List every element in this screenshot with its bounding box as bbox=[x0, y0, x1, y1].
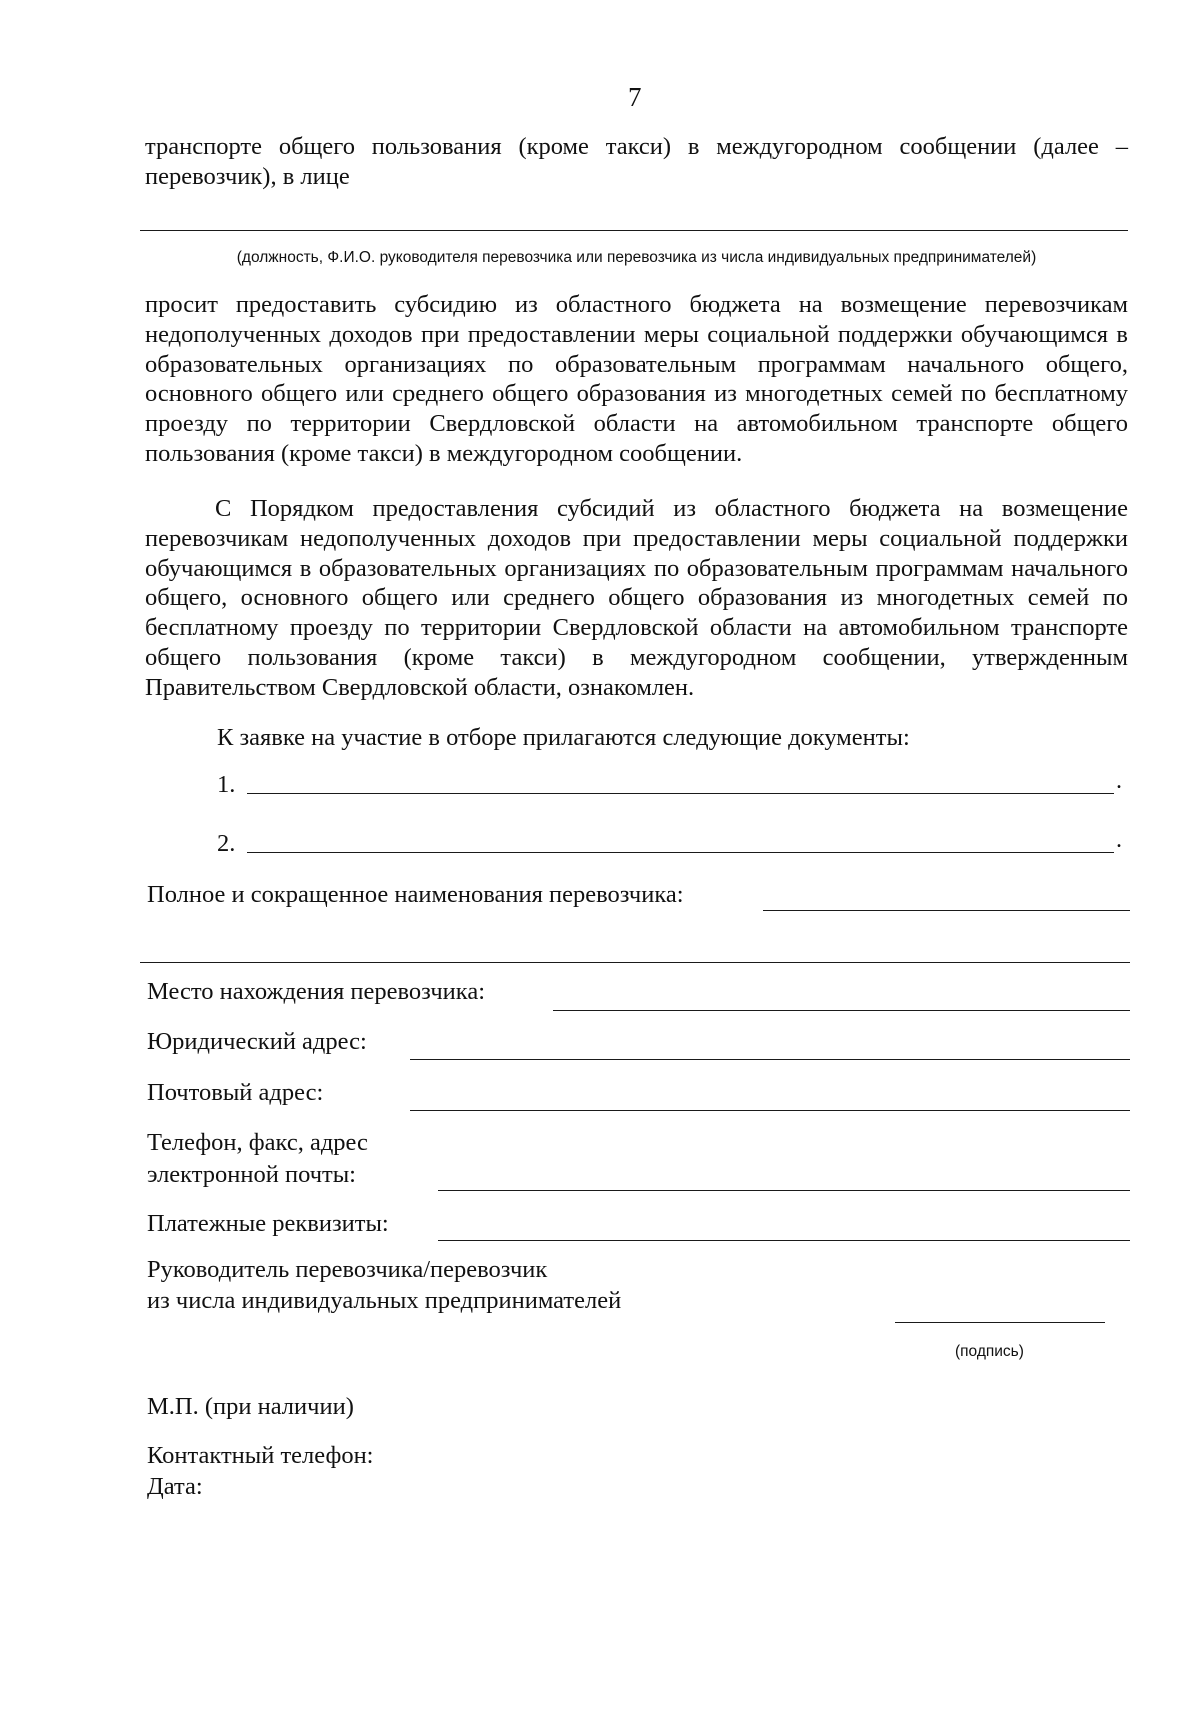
full-name-label: Полное и сокращенное наименования перевозчика: bbox=[147, 881, 684, 908]
attachment-number-2: 2. bbox=[217, 830, 236, 857]
contacts-label-line1: Телефон, факс, адрес bbox=[147, 1129, 368, 1156]
attachment-number-1: 1. bbox=[217, 771, 236, 798]
attachments-intro: К заявке на участие в отборе прилагаются следующие документы: bbox=[217, 724, 910, 751]
representative-caption: (должность, Ф.И.О. руководителя перевозчика или перевозчика из числа индивидуальных предпринимателей) bbox=[236, 249, 1037, 266]
seal-label: М.П. (при наличии) bbox=[147, 1393, 354, 1420]
representative-line bbox=[140, 230, 1128, 231]
location-line[interactable] bbox=[553, 1010, 1130, 1011]
full-name-line-2[interactable] bbox=[140, 962, 1130, 963]
head-label-line1: Руководитель перевозчика/перевозчик bbox=[147, 1256, 548, 1283]
attachment-dot-2: . bbox=[1116, 827, 1122, 853]
contacts-line[interactable] bbox=[438, 1190, 1130, 1191]
postal-address-line[interactable] bbox=[410, 1110, 1130, 1111]
date-label: Дата: bbox=[147, 1473, 203, 1500]
signature-line[interactable] bbox=[895, 1322, 1105, 1323]
signature-caption: (подпись) bbox=[955, 1343, 1024, 1360]
full-name-line[interactable] bbox=[763, 910, 1130, 911]
postal-address-label: Почтовый адрес: bbox=[147, 1079, 324, 1106]
attachment-line-2[interactable] bbox=[247, 852, 1114, 853]
head-label-line2: из числа индивидуальных предпринимателей bbox=[147, 1287, 622, 1314]
location-label: Место нахождения перевозчика: bbox=[147, 978, 485, 1005]
legal-address-label: Юридический адрес: bbox=[147, 1028, 367, 1055]
page-number: 7 bbox=[628, 82, 642, 112]
request-paragraph: просит предоставить субсидию из областного бюджета на возмещение перевозчикам недополученных доходов при предоставлении меры социальной поддержки обучающимся в образовательных организациях по образовательным программам начального общего, основного общего или среднего общего образования из многодетных семей по бесплатному проезду по территории Свердловской области на автомобильном транспорте общего пользования (кроме такси) в междугородном сообщении. bbox=[145, 291, 1128, 467]
contact-phone-label: Контактный телефон: bbox=[147, 1442, 374, 1469]
order-paragraph: С Порядком предоставления субсидий из областного бюджета на возмещение перевозчикам недополученных доходов при предоставлении меры социальной поддержки обучающимся в образовательных организациях по образовательным программам начального общего, основного общего или среднего общего образования из многодетных семей по бесплатному проезду по территории Свердловской области на автомобильном транспорте общего пользования (кроме такси) в междугородном сообщении, утвержденным Правительством Свердловской области, ознакомлен. bbox=[145, 495, 1128, 701]
legal-address-line[interactable] bbox=[410, 1059, 1130, 1060]
payment-label: Платежные реквизиты: bbox=[147, 1210, 389, 1237]
payment-line[interactable] bbox=[438, 1240, 1130, 1241]
attachment-line-1[interactable] bbox=[247, 793, 1114, 794]
intro-paragraph: транспорте общего пользования (кроме такси) в междугородном сообщении (далее – перевозчик), в лице bbox=[145, 133, 1128, 190]
attachment-dot-1: . bbox=[1116, 768, 1122, 794]
contacts-label-line2: электронной почты: bbox=[147, 1161, 356, 1188]
